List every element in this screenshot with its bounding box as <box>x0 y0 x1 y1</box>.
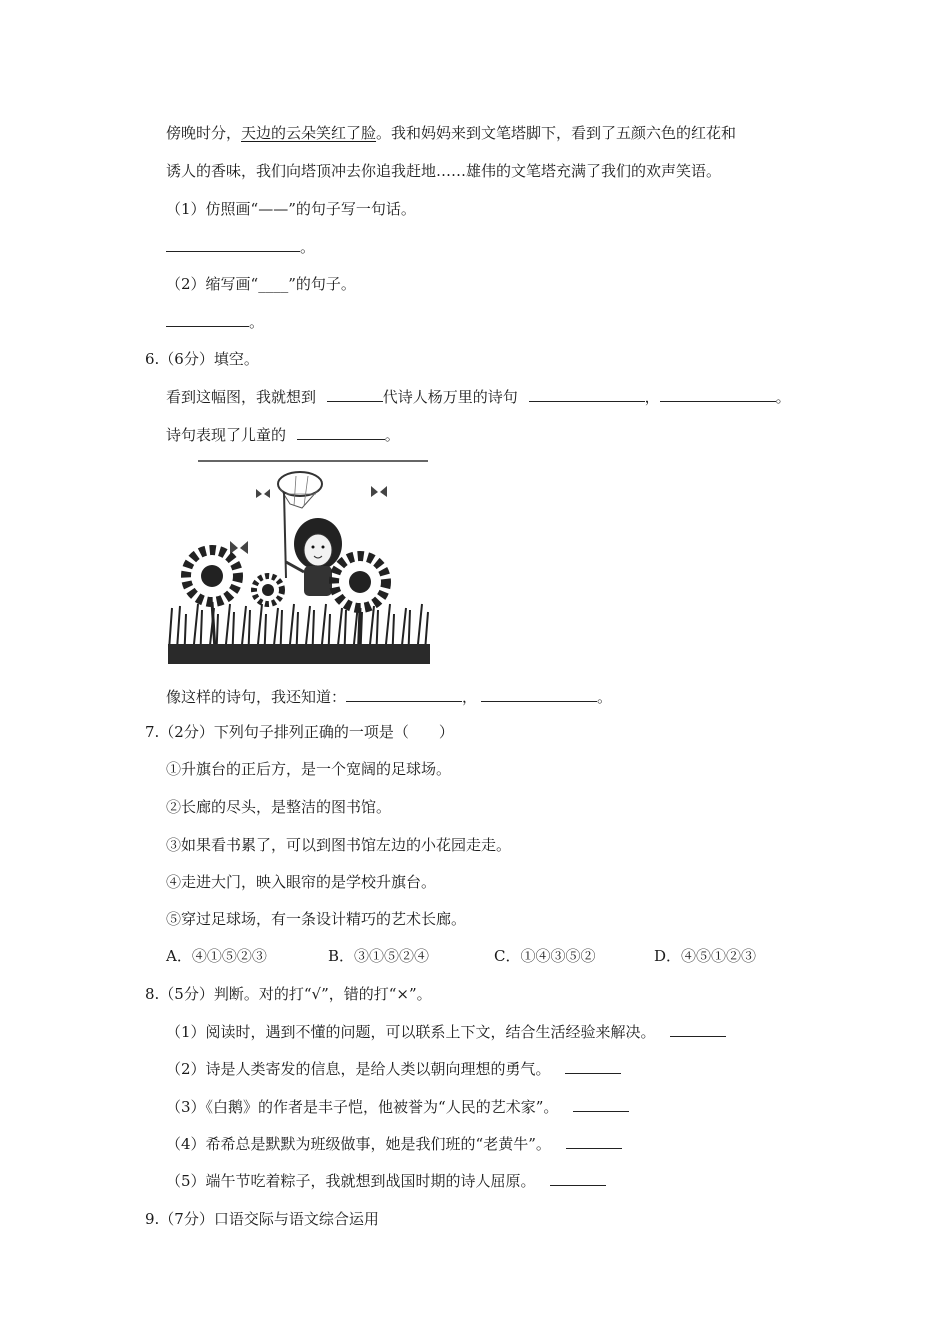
q6-text: 看到这幅图，我就想到 <box>166 388 317 406</box>
q6-text: 像这样的诗句，我还知道： <box>166 688 347 706</box>
answer-blank[interactable] <box>166 312 249 327</box>
passage-text: 傍晚时分， <box>166 124 242 142</box>
answer-blank[interactable] <box>481 687 597 702</box>
q8-statement: （2）诗是人类寄发的信息，是给人类以朝向理想的勇气。 <box>166 1060 551 1078</box>
punctuation: 。 <box>249 313 265 331</box>
answer-blank[interactable] <box>670 1022 726 1037</box>
passage-text: 。我和妈妈来到文笔塔脚下，看到了五颜六色的红花和 <box>376 124 737 142</box>
option-b[interactable]: B．③①⑤②④ <box>328 947 430 965</box>
q6-title: 6.（6分）填空。 <box>145 350 259 368</box>
q8-item <box>166 1133 622 1155</box>
q6-line-2 <box>166 424 400 446</box>
passage-line-1 <box>166 122 736 144</box>
q7-item: ②长廊的尽头，是整洁的图书馆。 <box>166 798 392 816</box>
q6-text: 代诗人杨万里的诗句 <box>382 388 518 406</box>
q8-statement: （3）《白鹅》的作者是丰子恺，他被誉为“人民的艺术家”。 <box>166 1098 559 1116</box>
punctuation: 。 <box>775 388 791 406</box>
punctuation: ， <box>462 688 478 706</box>
option-c[interactable]: C．①④③⑤② <box>494 947 596 965</box>
q7-title: 7.（2分）下列句子排列正确的一项是（ ） <box>145 723 454 741</box>
q5-sub2: （2）缩写画“____”的句子。 <box>166 275 356 293</box>
punctuation: ， <box>644 388 660 406</box>
q8-statement: （1）阅读时，遇到不懂的问题，可以联系上下文，结合生活经验来解决。 <box>166 1023 656 1041</box>
q5-sub1-answer-line <box>166 236 315 258</box>
q6-line-1 <box>166 386 791 408</box>
option-d[interactable]: D．④⑤①②③ <box>654 947 757 965</box>
q5-sub1: （1）仿照画“——”的句子写一句话。 <box>166 200 416 218</box>
q7-item: ⑤穿过足球场，有一条设计精巧的艺术长廊。 <box>166 910 467 928</box>
q7-item: ④走进大门，映入眼帘的是学校升旗台。 <box>166 873 437 891</box>
punctuation: 。 <box>300 238 316 256</box>
answer-blank[interactable] <box>166 237 300 252</box>
answer-blank[interactable] <box>550 1171 606 1186</box>
q6-text: 诗句表现了儿童的 <box>166 426 287 444</box>
q8-title: 8.（5分）判断。对的打“√”，错的打“×”。 <box>145 985 432 1003</box>
answer-blank[interactable] <box>297 425 385 440</box>
q8-item <box>166 1021 726 1043</box>
punctuation: 。 <box>384 426 400 444</box>
answer-blank[interactable] <box>566 1134 622 1149</box>
q9-title: 9.（7分）口语交际与语文综合运用 <box>145 1210 379 1228</box>
answer-blank[interactable] <box>660 387 776 402</box>
underlined-sentence: 天边的云朵笑红了脸 <box>241 124 377 142</box>
q7-item: ①升旗台的正后方，是一个宽阔的足球场。 <box>166 760 452 778</box>
q8-statement: （5）端午节吃着粽子，我就想到战国时期的诗人屈原。 <box>166 1172 536 1190</box>
passage-line-2: 诱人的香味，我们向塔顶冲去你追我赶地……雄伟的文笔塔充满了我们的欢声笑语。 <box>166 162 722 180</box>
q8-item <box>166 1170 606 1192</box>
q5-sub2-answer-line <box>166 311 264 333</box>
option-a[interactable]: A．④①⑤②③ <box>166 947 267 965</box>
q8-statement: （4）希希总是默默为班级做事，她是我们班的“老黄牛”。 <box>166 1135 551 1153</box>
answer-blank[interactable] <box>529 387 645 402</box>
q8-item <box>166 1096 629 1118</box>
q7-item: ③如果看书累了，可以到图书馆左边的小花园走走。 <box>166 836 512 854</box>
punctuation: 。 <box>597 688 613 706</box>
answer-blank[interactable] <box>565 1059 621 1074</box>
answer-blank[interactable] <box>327 387 383 402</box>
answer-blank[interactable] <box>573 1097 629 1112</box>
q8-item <box>166 1058 621 1080</box>
girl-catching-butterflies-illustration <box>168 458 430 664</box>
q6-line-3 <box>166 686 612 708</box>
answer-blank[interactable] <box>346 687 462 702</box>
